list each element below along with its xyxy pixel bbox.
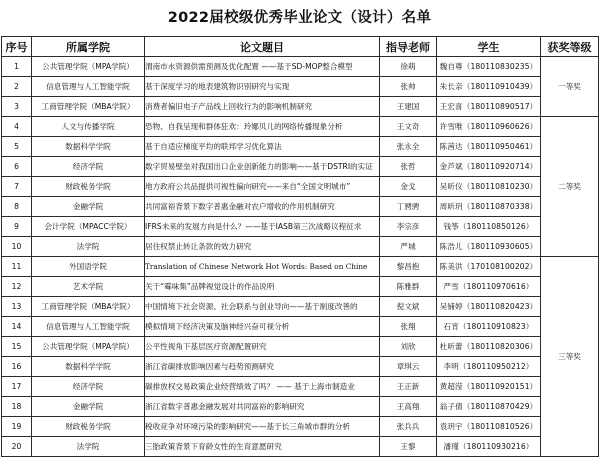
cell-college: 财政税务学院 [32,177,145,197]
cell-advisor: 王正新 [380,377,437,397]
table-row [2,157,599,177]
cell-student: 金芦斌（180110920714） [437,157,541,177]
table-row [2,277,599,297]
cell-title: 关于“霉味集”品牌视觉设计的作品说明 [145,277,380,297]
cell-no: 8 [2,197,32,217]
table-header-row [2,37,599,57]
table-row [2,217,599,237]
table-row [2,57,599,77]
cell-student: 严雪（180110970616） [437,277,541,297]
cell-college: 金融学院 [32,397,145,417]
cell-advisor: 徐萌 [380,57,437,77]
cell-college: 会计学院（MPACC学院） [32,217,145,237]
cell-student: 朱长亲（180110910439） [437,77,541,97]
cell-no: 18 [2,397,32,417]
table-row [2,357,599,377]
cell-title: 基于深度学习的地表建筑物识别研究与实现 [145,77,380,97]
cell-title: 恐物、自我呈现和群体狂欢：玲娜贝儿的网络传播现象分析 [145,117,380,137]
cell-advisor: 张永全 [380,137,437,157]
cell-student: 许雪唯（180110960626） [437,117,541,137]
cell-advisor: 张帅 [380,77,437,97]
cell-student: 陈浩儿（180110930605） [437,237,541,257]
cell-title: 浙江省碳排放影响因素与趋势预测研究 [145,357,380,377]
header-student: 学生 [437,37,541,57]
cell-advisor: 王建国 [380,97,437,117]
cell-student: 黄超滢（180110920151） [437,377,541,397]
cell-no: 6 [2,157,32,177]
cell-no: 1 [2,57,32,77]
cell-title: IFRS未来的发展方向是什么？——基于IASB第三次战略议程征求 [145,217,380,237]
cell-no: 19 [2,417,32,437]
cell-title: 模拟情境下经济决策及脑神经兴奋可视分析 [145,317,380,337]
cell-college: 金融学院 [32,197,145,217]
cell-title: 浙江省数字普惠金融发展对共同富裕的影响研究 [145,397,380,417]
cell-advisor: 李宗彦 [380,217,437,237]
cell-college: 信息管理与人工智能学院 [32,77,145,97]
table-row [2,437,599,457]
cell-student: 袁玥宇（180110810526） [437,417,541,437]
cell-title: 共同富裕背景下数字普惠金融对农户增收的作用机制研究 [145,197,380,217]
header-advisor: 指导老师 [380,37,437,57]
cell-no: 5 [2,137,32,157]
table-row [2,77,599,97]
cell-advisor: 张翔 [380,317,437,337]
cell-title: Translation of Chinese Network Hot Words: Based on Chine [145,257,380,277]
cell-no: 20 [2,437,32,457]
table-row [2,397,599,417]
cell-advisor: 王黎 [380,437,437,457]
cell-college: 艺术学院 [32,277,145,297]
cell-title: 数字贸易壁垒对我国出口企业创新能力的影响——基于DSTRI的实证 [145,157,380,177]
cell-student: 杜昕蕾（180110820306） [437,337,541,357]
cell-student: 李明（180110950212） [437,357,541,377]
cell-student: 吴昕仪（180110810230） [437,177,541,197]
cell-college: 公共管理学院（MPA学院） [32,337,145,357]
cell-college: 数据科学学院 [32,357,145,377]
cell-no: 14 [2,317,32,337]
cell-advisor: 黎昌抱 [380,257,437,277]
cell-student: 魏自尊（180110830235） [437,57,541,77]
award-level-third: 三等奖 [541,257,599,457]
cell-college: 人文与传播学院 [32,117,145,137]
cell-college: 公共管理学院（MPA学院） [32,57,145,77]
cell-college: 数据科学学院 [32,137,145,157]
cell-student: 陈茜达（180110950461） [437,137,541,157]
cell-no: 7 [2,177,32,197]
cell-student: 周昕玥（180110870338） [437,197,541,217]
cell-title: 三胎政策背景下育龄女性的生育意愿研究 [145,437,380,457]
cell-no: 17 [2,377,32,397]
cell-no: 10 [2,237,32,257]
cell-advisor: 王高翔 [380,397,437,417]
cell-title: 公平性视角下基层医疗资源配置研究 [145,337,380,357]
cell-no: 15 [2,337,32,357]
cell-student: 陈美洪（170108100202） [437,257,541,277]
cell-college: 财政税务学院 [32,417,145,437]
cell-college: 外国语学院 [32,257,145,277]
table-row [2,117,599,137]
document-title: 2022届校级优秀毕业论文（设计）名单 [167,10,432,26]
table-row [2,257,599,277]
cell-title: 碳排放权交易政策企业经营绩效了吗？ —— 基于上海市制造业 [145,377,380,397]
cell-title: 中国情境下社会资源、社会联系与创业导向——基于制度改善的 [145,297,380,317]
cell-advisor: 刘欣 [380,337,437,357]
cell-no: 2 [2,77,32,97]
cell-title: 地方政府公共品提供可视性偏向研究——来自“全国文明城市” [145,177,380,197]
cell-title: 基于自适应梯度平均的联邦学习优化算法 [145,137,380,157]
cell-no: 12 [2,277,32,297]
award-table [1,36,599,457]
header-award: 获奖等级 [541,37,599,57]
cell-college: 法学院 [32,237,145,257]
cell-advisor: 陈雅群 [380,277,437,297]
cell-no: 11 [2,257,32,277]
cell-no: 4 [2,117,32,137]
table-row [2,177,599,197]
cell-college: 信息管理与人工智能学院 [32,317,145,337]
cell-no: 9 [2,217,32,237]
header-college: 所属学院 [32,37,145,57]
cell-advisor: 章琪云 [380,357,437,377]
cell-advisor: 张哲 [380,157,437,177]
cell-no: 3 [2,97,32,117]
cell-college: 法学院 [32,437,145,457]
cell-title: 居住权禁止转让条款的效力研究 [145,237,380,257]
header-title: 论文题目 [145,37,380,57]
cell-student: 钱筝（180110850126） [437,217,541,237]
cell-student: 王宏喜（180110890517） [437,97,541,117]
cell-title: 渭南市水资源供需预测及优化配置 ——基于SD-MOP整合模型 [145,57,380,77]
cell-student: 翁子倩（180110870429） [437,397,541,417]
cell-advisor: 王文奇 [380,117,437,137]
table-row [2,337,599,357]
table-row [2,97,599,117]
cell-no: 16 [2,357,32,377]
cell-student: 潘瑾（180110930216） [437,437,541,457]
cell-college: 经济学院 [32,157,145,177]
cell-student: 石宵（180110910823） [437,317,541,337]
cell-title: 税收竞争对环境污染的影响研究——基于长三角城市群的分析 [145,417,380,437]
table-row [2,377,599,397]
cell-advisor: 严城 [380,237,437,257]
cell-advisor: 张兵兵 [380,417,437,437]
cell-college: 工商管理学院（MBA学院） [32,297,145,317]
table-row [2,197,599,217]
cell-student: 吴铺婷（180110820423） [437,297,541,317]
cell-title: 消费者偏旧电子产品线上回收行为的影响机制研究 [145,97,380,117]
table-row [2,317,599,337]
header-no: 序号 [2,37,32,57]
table-row [2,297,599,317]
table-row [2,137,599,157]
cell-college: 工商管理学院（MBA学院） [32,97,145,117]
table-row [2,237,599,257]
cell-advisor: 金戈 [380,177,437,197]
cell-college: 经济学院 [32,377,145,397]
cell-advisor: 丁骋骋 [380,197,437,217]
award-level-first: 一等奖 [541,57,599,117]
cell-advisor: 倪文斌 [380,297,437,317]
award-level-second: 二等奖 [541,117,599,257]
table-row [2,417,599,437]
cell-no: 13 [2,297,32,317]
